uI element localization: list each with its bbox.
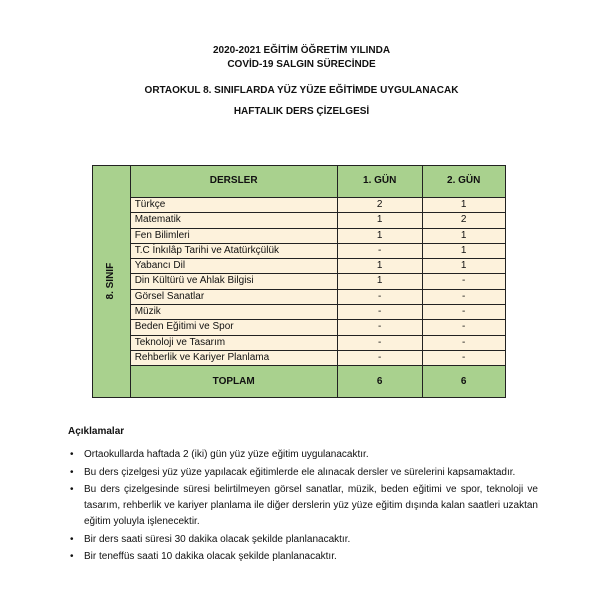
table-header-row bbox=[93, 166, 506, 198]
grade-label: 8. SINIF bbox=[105, 263, 117, 300]
table-row bbox=[93, 289, 506, 304]
notes-section bbox=[68, 426, 538, 567]
table-row bbox=[93, 320, 506, 335]
document-titles bbox=[0, 44, 603, 119]
day-2-hours: - bbox=[422, 289, 505, 304]
day-1-hours: 1 bbox=[337, 228, 422, 243]
table-row bbox=[93, 228, 506, 243]
table-row bbox=[93, 350, 506, 365]
day-2-hours: - bbox=[422, 305, 505, 320]
table-row bbox=[93, 213, 506, 228]
header-courses: DERSLER bbox=[130, 166, 337, 198]
note-item: • Bu ders çizelgesi yüz yüze yapılacak eğitimlerde ele alınacak dersler ve sürelerini kapsamaktadır. bbox=[84, 465, 538, 481]
note-item: • Bu ders çizelgesinde süresi belirtilmeyen görsel sanatlar, müzik, beden eğitimi ve spor, teknoloji ve tasarım, rehberlik ve kariyer planlama ile diğer derslerin yüz yüze eğitim dışında kalan saatleri uzaktan eğitim yoluyla işlenecektir. bbox=[84, 482, 538, 530]
total-day-2: 6 bbox=[422, 366, 505, 398]
day-2-hours: - bbox=[422, 350, 505, 365]
notes-heading: Açıklamalar bbox=[68, 426, 125, 437]
table-row bbox=[93, 259, 506, 274]
day-1-hours: 1 bbox=[337, 213, 422, 228]
total-day-1: 6 bbox=[337, 366, 422, 398]
day-1-hours: - bbox=[337, 289, 422, 304]
course-name: Rehberlik ve Kariyer Planlama bbox=[130, 350, 337, 365]
table-row bbox=[93, 243, 506, 258]
header-day-2: 2. GÜN bbox=[422, 166, 505, 198]
day-2-hours: - bbox=[422, 335, 505, 350]
course-name: Teknoloji ve Tasarım bbox=[130, 335, 337, 350]
course-name: Yabancı Dil bbox=[130, 259, 337, 274]
title-line-2: COVİD-19 SALGIN SÜRECİNDE bbox=[227, 59, 376, 70]
day-2-hours: 1 bbox=[422, 228, 505, 243]
note-item: • Bir teneffüs saati 10 dakika olacak şekilde planlanacaktır. bbox=[84, 549, 538, 565]
course-name: T.C İnkılâp Tarihi ve Atatürkçülük bbox=[130, 243, 337, 258]
day-1-hours: - bbox=[337, 320, 422, 335]
table-row bbox=[93, 335, 506, 350]
title-line-4: HAFTALIK DERS ÇİZELGESİ bbox=[233, 106, 370, 117]
table-total-row bbox=[93, 366, 506, 398]
header-day-1: 1. GÜN bbox=[337, 166, 422, 198]
notes-list bbox=[68, 447, 538, 565]
table-row bbox=[93, 274, 506, 289]
note-item: • Bir ders saati süresi 30 dakika olacak şekilde planlanacaktır. bbox=[84, 532, 538, 548]
course-name: Din Kültürü ve Ahlak Bilgisi bbox=[130, 274, 337, 289]
day-1-hours: - bbox=[337, 335, 422, 350]
day-2-hours: - bbox=[422, 320, 505, 335]
course-name: Görsel Sanatlar bbox=[130, 289, 337, 304]
grade-side-label bbox=[93, 166, 131, 398]
table-row bbox=[93, 305, 506, 320]
title-line-3: ORTAOKUL 8. SINIFLARDA YÜZ YÜZE EĞİTİMDE UYGULANACAK bbox=[144, 85, 459, 96]
day-1-hours: - bbox=[337, 243, 422, 258]
table-row bbox=[93, 198, 506, 213]
day-1-hours: - bbox=[337, 350, 422, 365]
day-2-hours: 1 bbox=[422, 259, 505, 274]
day-2-hours: 2 bbox=[422, 213, 505, 228]
note-item: • Ortaokullarda haftada 2 (iki) gün yüz yüze eğitim uygulanacaktır. bbox=[84, 447, 538, 463]
title-line-1: 2020-2021 EĞİTİM ÖĞRETİM YILINDA bbox=[212, 45, 391, 56]
day-1-hours: 1 bbox=[337, 259, 422, 274]
course-name: Türkçe bbox=[130, 198, 337, 213]
course-name: Matematik bbox=[130, 213, 337, 228]
course-name: Müzik bbox=[130, 305, 337, 320]
day-2-hours: 1 bbox=[422, 198, 505, 213]
day-1-hours: 2 bbox=[337, 198, 422, 213]
day-2-hours: 1 bbox=[422, 243, 505, 258]
course-name: Fen Bilimleri bbox=[130, 228, 337, 243]
day-1-hours: 1 bbox=[337, 274, 422, 289]
day-2-hours: - bbox=[422, 274, 505, 289]
course-name: Beden Eğitimi ve Spor bbox=[130, 320, 337, 335]
total-label: TOPLAM bbox=[130, 366, 337, 398]
day-1-hours: - bbox=[337, 305, 422, 320]
schedule-table bbox=[92, 165, 506, 398]
